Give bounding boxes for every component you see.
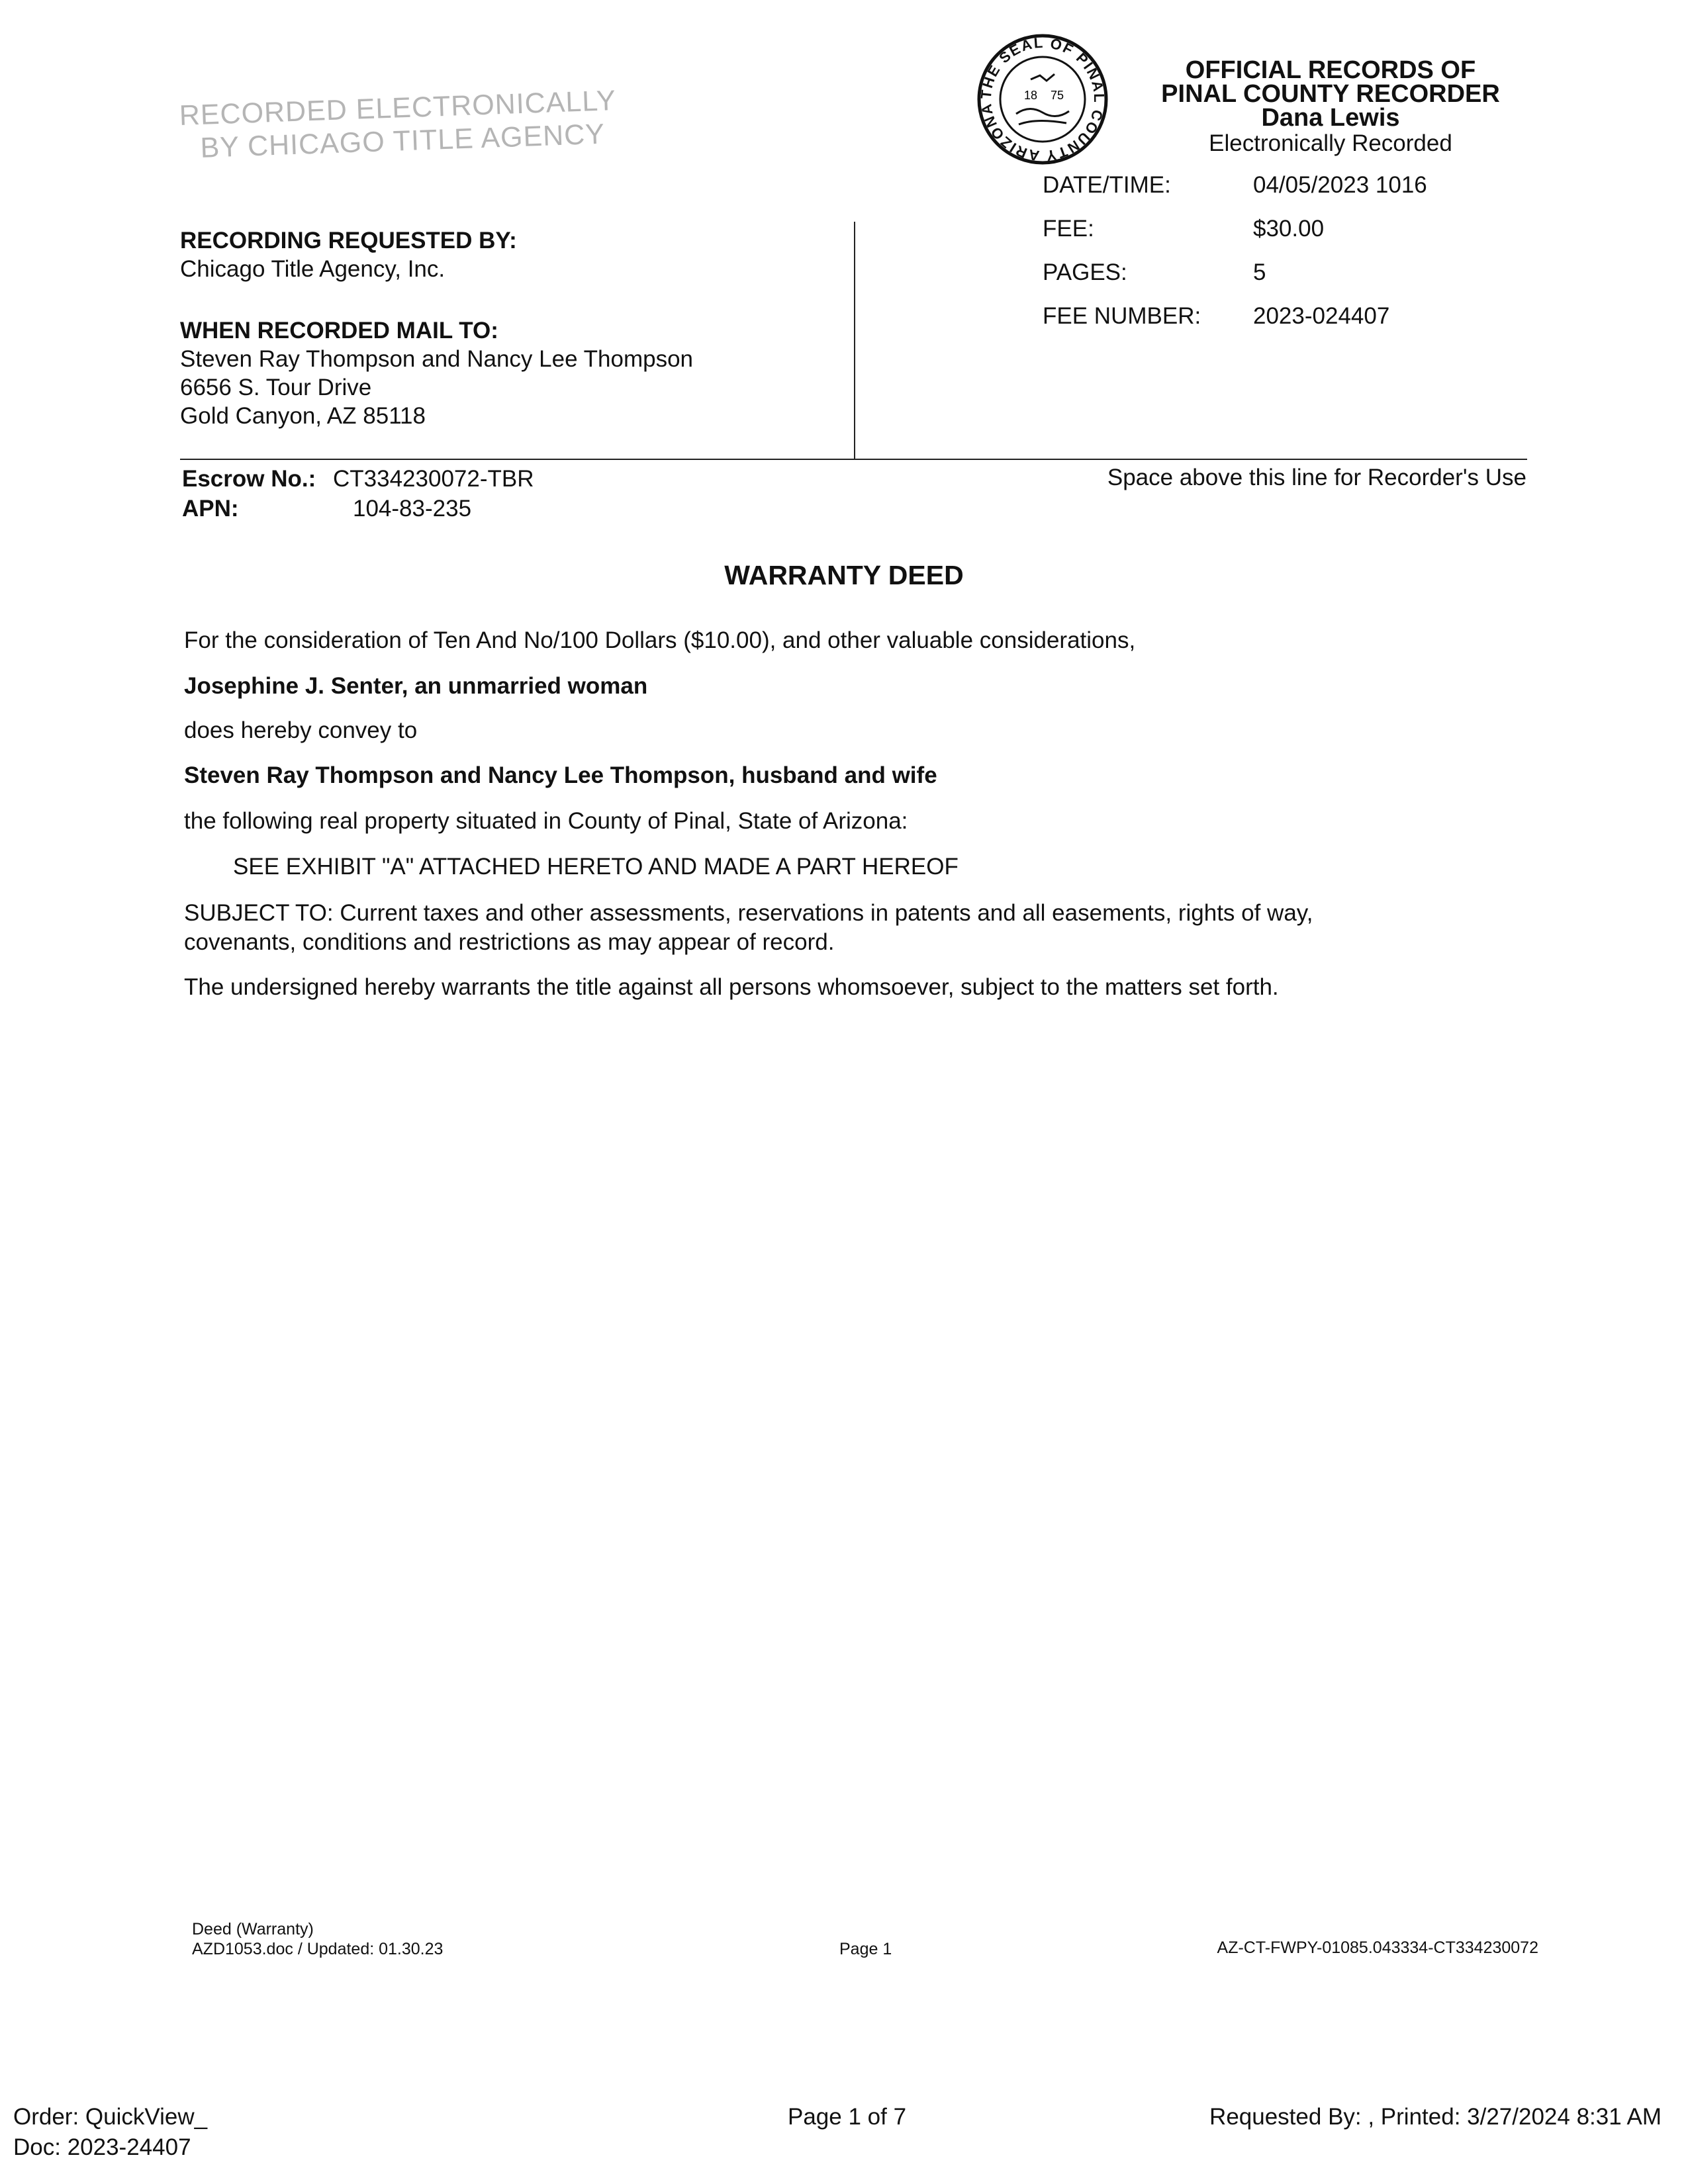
form-page-number: Page 1 [839,1940,892,1958]
exhibit-reference: SEE EXHIBIT "A" ATTACHED HERETO AND MADE A PART HEREOF [233,854,959,880]
mail-to-line: Gold Canyon, AZ 85118 [180,403,426,429]
recorder-space-line [180,459,1527,460]
subject-to-line-1: SUBJECT TO: Current taxes and other assessments, reservations in patents and all easements, rights of way, [184,900,1313,926]
recording-field-pages [1043,258,1266,287]
apn-label: APN: [182,496,239,522]
recorder-name: Dana Lewis [1261,104,1400,132]
mail-to-line: Steven Ray Thompson and Nancy Lee Thompson [180,346,694,372]
form-name: Deed (Warranty) [192,1920,314,1938]
vertical-divider [854,222,855,459]
recording-status: Electronically Recorded [1209,130,1452,156]
document-title: WARRANTY DEED [724,560,964,590]
consideration-text: For the consideration of Ten And No/100 Dollars ($10.00), and other valuable considerations, [184,627,1136,653]
print-requested-info: Requested By: , Printed: 3/27/2024 8:31 AM [1209,2104,1662,2130]
seal-ring-text: THE SEAL OF PINAL COUNTY ARIZONA [977,34,1108,165]
field-label: PAGES: [1043,259,1127,285]
print-doc-number: Doc: 2023-24407 [13,2134,191,2160]
recording-field-fee-number [1043,302,1389,330]
print-page-count: Page 1 of 7 [788,2104,907,2130]
field-label: FEE: [1043,216,1094,242]
escrow-number-row [182,465,534,493]
recording-field-fee [1043,214,1324,243]
field-label: DATE/TIME: [1043,172,1171,198]
grantor-name: Josephine J. Senter, an unmarried woman [184,673,648,699]
svg-text:THE SEAL OF PINAL COUNTY ARIZO [978,34,1107,164]
mail-to-line: 6656 S. Tour Drive [180,375,372,400]
recording-field-datetime [1043,171,1427,199]
escrow-value: CT334230072-TBR [333,466,534,492]
field-value: 2023-024407 [1253,303,1390,329]
field-value: 04/05/2023 1016 [1253,172,1427,198]
form-reference: AZ-CT-FWPY-01085.043334-CT334230072 [1217,1938,1538,1957]
requested-by-value: Chicago Title Agency, Inc. [180,256,445,282]
stamp-line-2: BY CHICAGO TITLE AGENCY [199,118,606,164]
recording-requested-block [180,226,517,283]
recorder-title-line-2: PINAL COUNTY RECORDER [1161,80,1500,108]
field-label: FEE NUMBER: [1043,303,1201,329]
escrow-label: Escrow No.: [182,466,316,492]
requested-by-label: RECORDING REQUESTED BY: [180,228,517,253]
property-text: the following real property situated in County of Pinal, State of Arizona: [184,808,908,834]
grantee-names: Steven Ray Thompson and Nancy Lee Thompson, husband and wife [184,762,937,788]
county-seal-icon [976,33,1109,165]
recorder-header [1099,58,1562,158]
convey-text: does hereby convey to [184,717,418,743]
apn-row [182,494,471,523]
print-order: Order: QuickView_ [13,2104,208,2130]
mail-to-block [180,316,693,430]
seal-year-right: 75 [1051,89,1064,102]
electronic-recording-stamp [179,84,618,165]
mail-to-label: WHEN RECORDED MAIL TO: [180,318,498,343]
recorder-space-note: Space above this line for Recorder's Use [1107,465,1526,490]
subject-to-line-2: covenants, conditions and restrictions as may appear of record. [184,929,835,955]
stamp-line-1: RECORDED ELECTRONICALLY [179,84,617,132]
field-value: $30.00 [1253,216,1325,242]
warranty-text: The undersigned hereby warrants the title against all persons whomsoever, subject to the matters set forth. [184,974,1279,1000]
form-file: AZD1053.doc / Updated: 01.30.23 [192,1940,444,1958]
form-footer-left [192,1919,443,1959]
recorder-title-line-1: OFFICIAL RECORDS OF [1185,56,1476,84]
seal-year-left: 18 [1024,89,1038,102]
field-value: 5 [1253,259,1266,285]
apn-value: 104-83-235 [353,496,472,522]
